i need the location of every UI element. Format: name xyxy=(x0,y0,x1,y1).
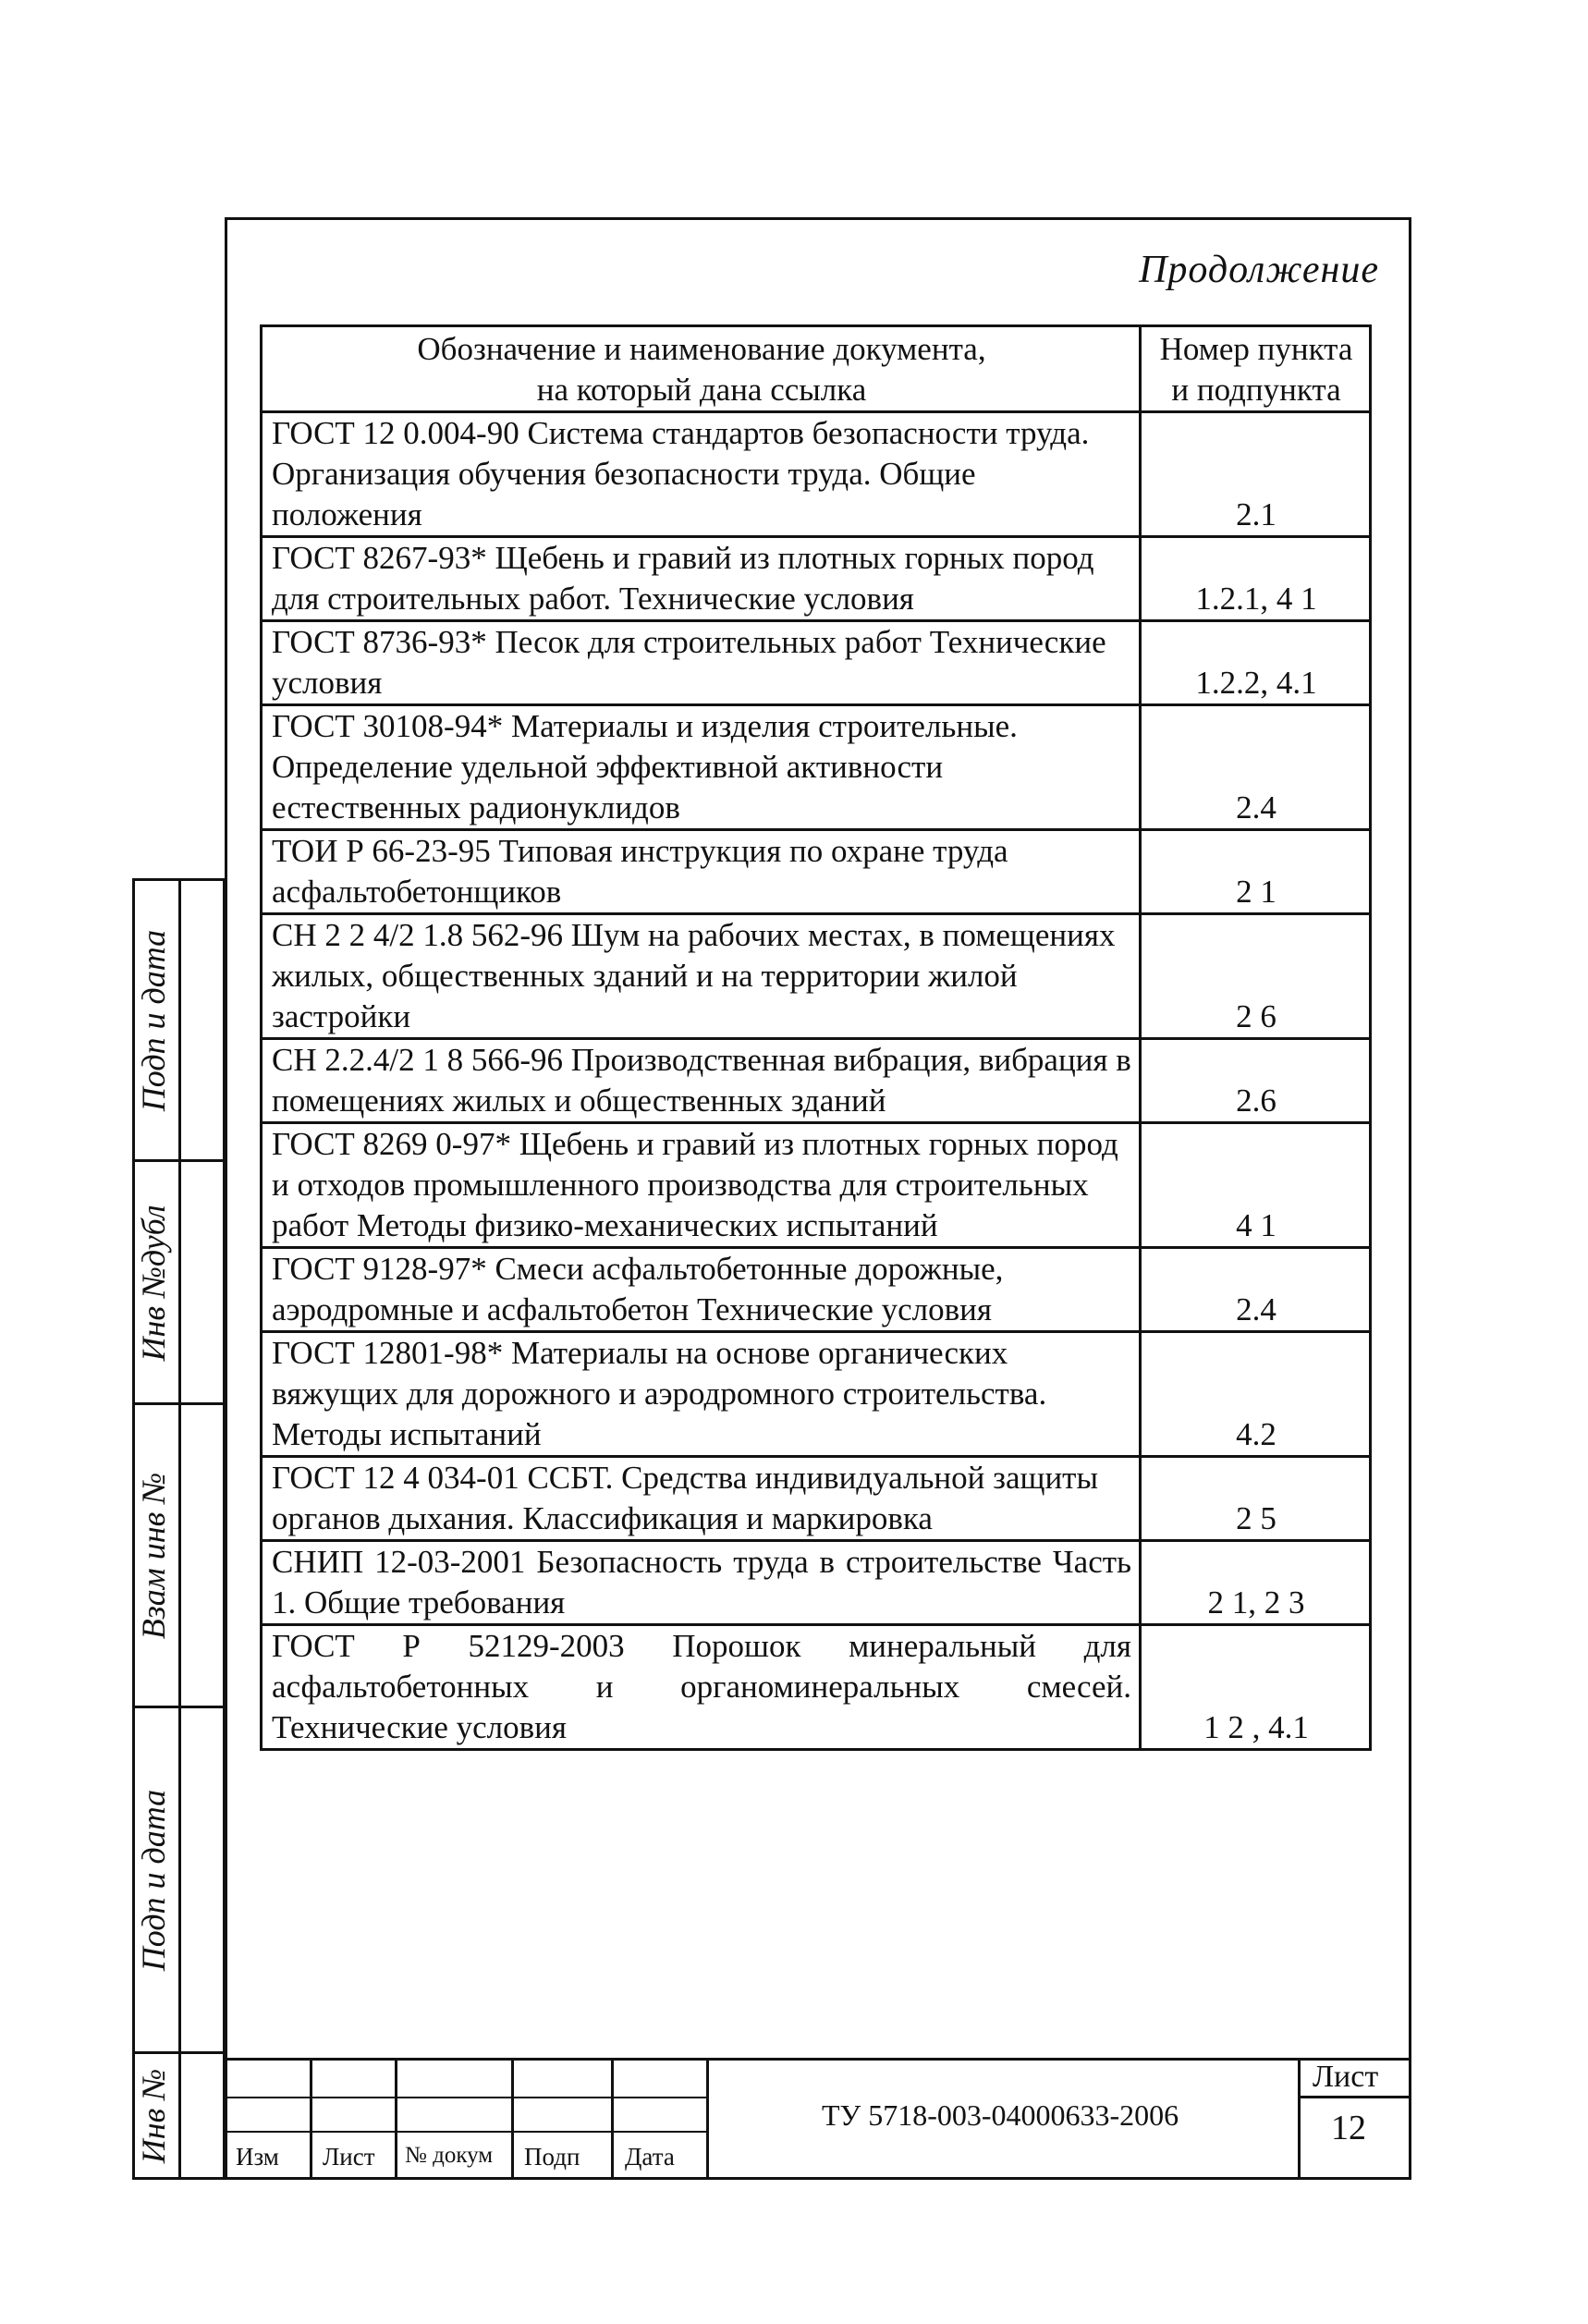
title-block-grid-line xyxy=(511,2058,514,2180)
margin-label-sign-date-1: Подп и дата xyxy=(135,929,172,1112)
clause-cell: 2.4 xyxy=(1141,705,1371,830)
clause-cell: 1.2.2, 4.1 xyxy=(1141,621,1371,705)
doc-column-header xyxy=(262,326,1141,412)
col-label-date: Дата xyxy=(625,2143,675,2171)
doc-cell: ГОСТ 12 0.004-90 Система стандартов безопасности труда. Организация обучения безопасности труда. Общие положения xyxy=(262,412,1141,537)
doc-header-line-2: на который дана ссылка xyxy=(536,372,867,408)
num-column-header xyxy=(1141,326,1371,412)
title-block-grid-line xyxy=(611,2058,614,2180)
clause-cell: 1 2 , 4.1 xyxy=(1141,1625,1371,1750)
clause-cell: 2 1 xyxy=(1141,830,1371,914)
doc-cell: ГОСТ 12 4 034-01 ССБТ. Средства индивидуальной защиты органов дыхания. Классификация и маркировка xyxy=(262,1457,1141,1541)
margin-label-sign-date-2: Подп и дата xyxy=(135,1789,172,1972)
title-block-grid-line xyxy=(1298,2058,1301,2180)
table-row xyxy=(262,914,1371,1039)
doc-cell: ГОСТ 8269 0-97* Щебень и гравий из плотных горных пород и отходов промышленного производства для строительных работ Методы физико-механических испытаний xyxy=(262,1123,1141,1248)
doc-cell: ГОСТ Р 52129-2003 Порошок минеральный для асфальтобетонных и органоминеральных смесей. Технические условия xyxy=(262,1625,1141,1750)
title-block-grid-line xyxy=(225,2131,707,2133)
doc-cell: ГОСТ 12801-98* Материалы на основе органических вяжущих для дорожного и аэродромного строительства. Методы испытаний xyxy=(262,1332,1141,1457)
doc-cell: ТОИ Р 66-23-95 Типовая инструкция по охране труда асфальтобетонщиков xyxy=(262,830,1141,914)
clause-cell: 2 6 xyxy=(1141,914,1371,1039)
title-block-grid-line xyxy=(395,2058,397,2180)
col-label-doc-no: № докум xyxy=(405,2143,494,2168)
clause-cell: 2.4 xyxy=(1141,1248,1371,1332)
table-header-row xyxy=(262,326,1371,412)
doc-cell: ГОСТ 9128-97* Смеси асфальтобетонные дорожные, аэродромные и асфальтобетон Технические условия xyxy=(262,1248,1141,1332)
continuation-label: Продолжение xyxy=(1139,249,1379,291)
clause-cell: 2.1 xyxy=(1141,412,1371,537)
references-table xyxy=(260,324,1372,1751)
clause-cell: 4 1 xyxy=(1141,1123,1371,1248)
clause-cell: 4.2 xyxy=(1141,1332,1371,1457)
table-row xyxy=(262,1332,1371,1457)
margin-label-orig-inv: Инв № xyxy=(135,2068,172,2164)
doc-header-line-1: Обозначение и наименование документа, xyxy=(417,331,986,367)
title-block-grid-line xyxy=(1298,2096,1411,2098)
clause-cell: 2 5 xyxy=(1141,1457,1371,1541)
table-row xyxy=(262,621,1371,705)
table-row xyxy=(262,1123,1371,1248)
margin-label-exchange-inv: Взам инв № xyxy=(135,1472,172,1640)
title-block-top-border xyxy=(225,2058,1411,2061)
col-label-sheet: Лист xyxy=(323,2143,375,2171)
doc-cell: СН 2.2.4/2 1 8 566-96 Производственная вибрация, вибрация в помещениях жилых и общественных зданий xyxy=(262,1039,1141,1123)
doc-cell: ГОСТ 8736-93* Песок для строительных работ Технические условия xyxy=(262,621,1141,705)
document-designation: ТУ 5718-003-04000633-2006 xyxy=(822,2098,1179,2132)
table-row xyxy=(262,830,1371,914)
title-block-grid-line xyxy=(225,2097,707,2098)
sheet-number: 12 xyxy=(1331,2109,1366,2147)
num-header-line-1: Номер пункта xyxy=(1159,331,1353,367)
table-row xyxy=(262,1248,1371,1332)
doc-cell: ГОСТ 30108-94* Материалы и изделия строительные. Определение удельной эффективной активности естественных радионуклидов xyxy=(262,705,1141,830)
table-row xyxy=(262,1039,1371,1123)
table-row xyxy=(262,1625,1371,1750)
title-block-grid-line xyxy=(706,2058,709,2180)
col-label-change: Изм xyxy=(236,2143,279,2171)
num-header-line-2: и подпункта xyxy=(1171,372,1341,408)
table-row xyxy=(262,1457,1371,1541)
doc-cell: СН 2 2 4/2 1.8 562-96 Шум на рабочих местах, в помещениях жилых, общественных зданий и на территории жилой застройки xyxy=(262,914,1141,1039)
clause-cell: 1.2.1, 4 1 xyxy=(1141,537,1371,621)
table-row xyxy=(262,537,1371,621)
clause-cell: 2.6 xyxy=(1141,1039,1371,1123)
table-row xyxy=(262,705,1371,830)
table-row xyxy=(262,412,1371,537)
doc-cell: СНИП 12-03-2001 Безопасность труда в строительстве Часть 1. Общие требования xyxy=(262,1541,1141,1625)
table-row xyxy=(262,1541,1371,1625)
sheet-label: Лист xyxy=(1313,2060,1379,2094)
title-block-grid-line xyxy=(310,2058,312,2180)
margin-label-dup-inv: Инв №дубл xyxy=(135,1205,172,1362)
clause-cell: 2 1, 2 3 xyxy=(1141,1541,1371,1625)
doc-cell: ГОСТ 8267-93* Щебень и гравий из плотных горных пород для строительных работ. Технические условия xyxy=(262,537,1141,621)
margin-strip-divider xyxy=(178,878,181,2180)
col-label-sign: Подп xyxy=(524,2143,580,2171)
